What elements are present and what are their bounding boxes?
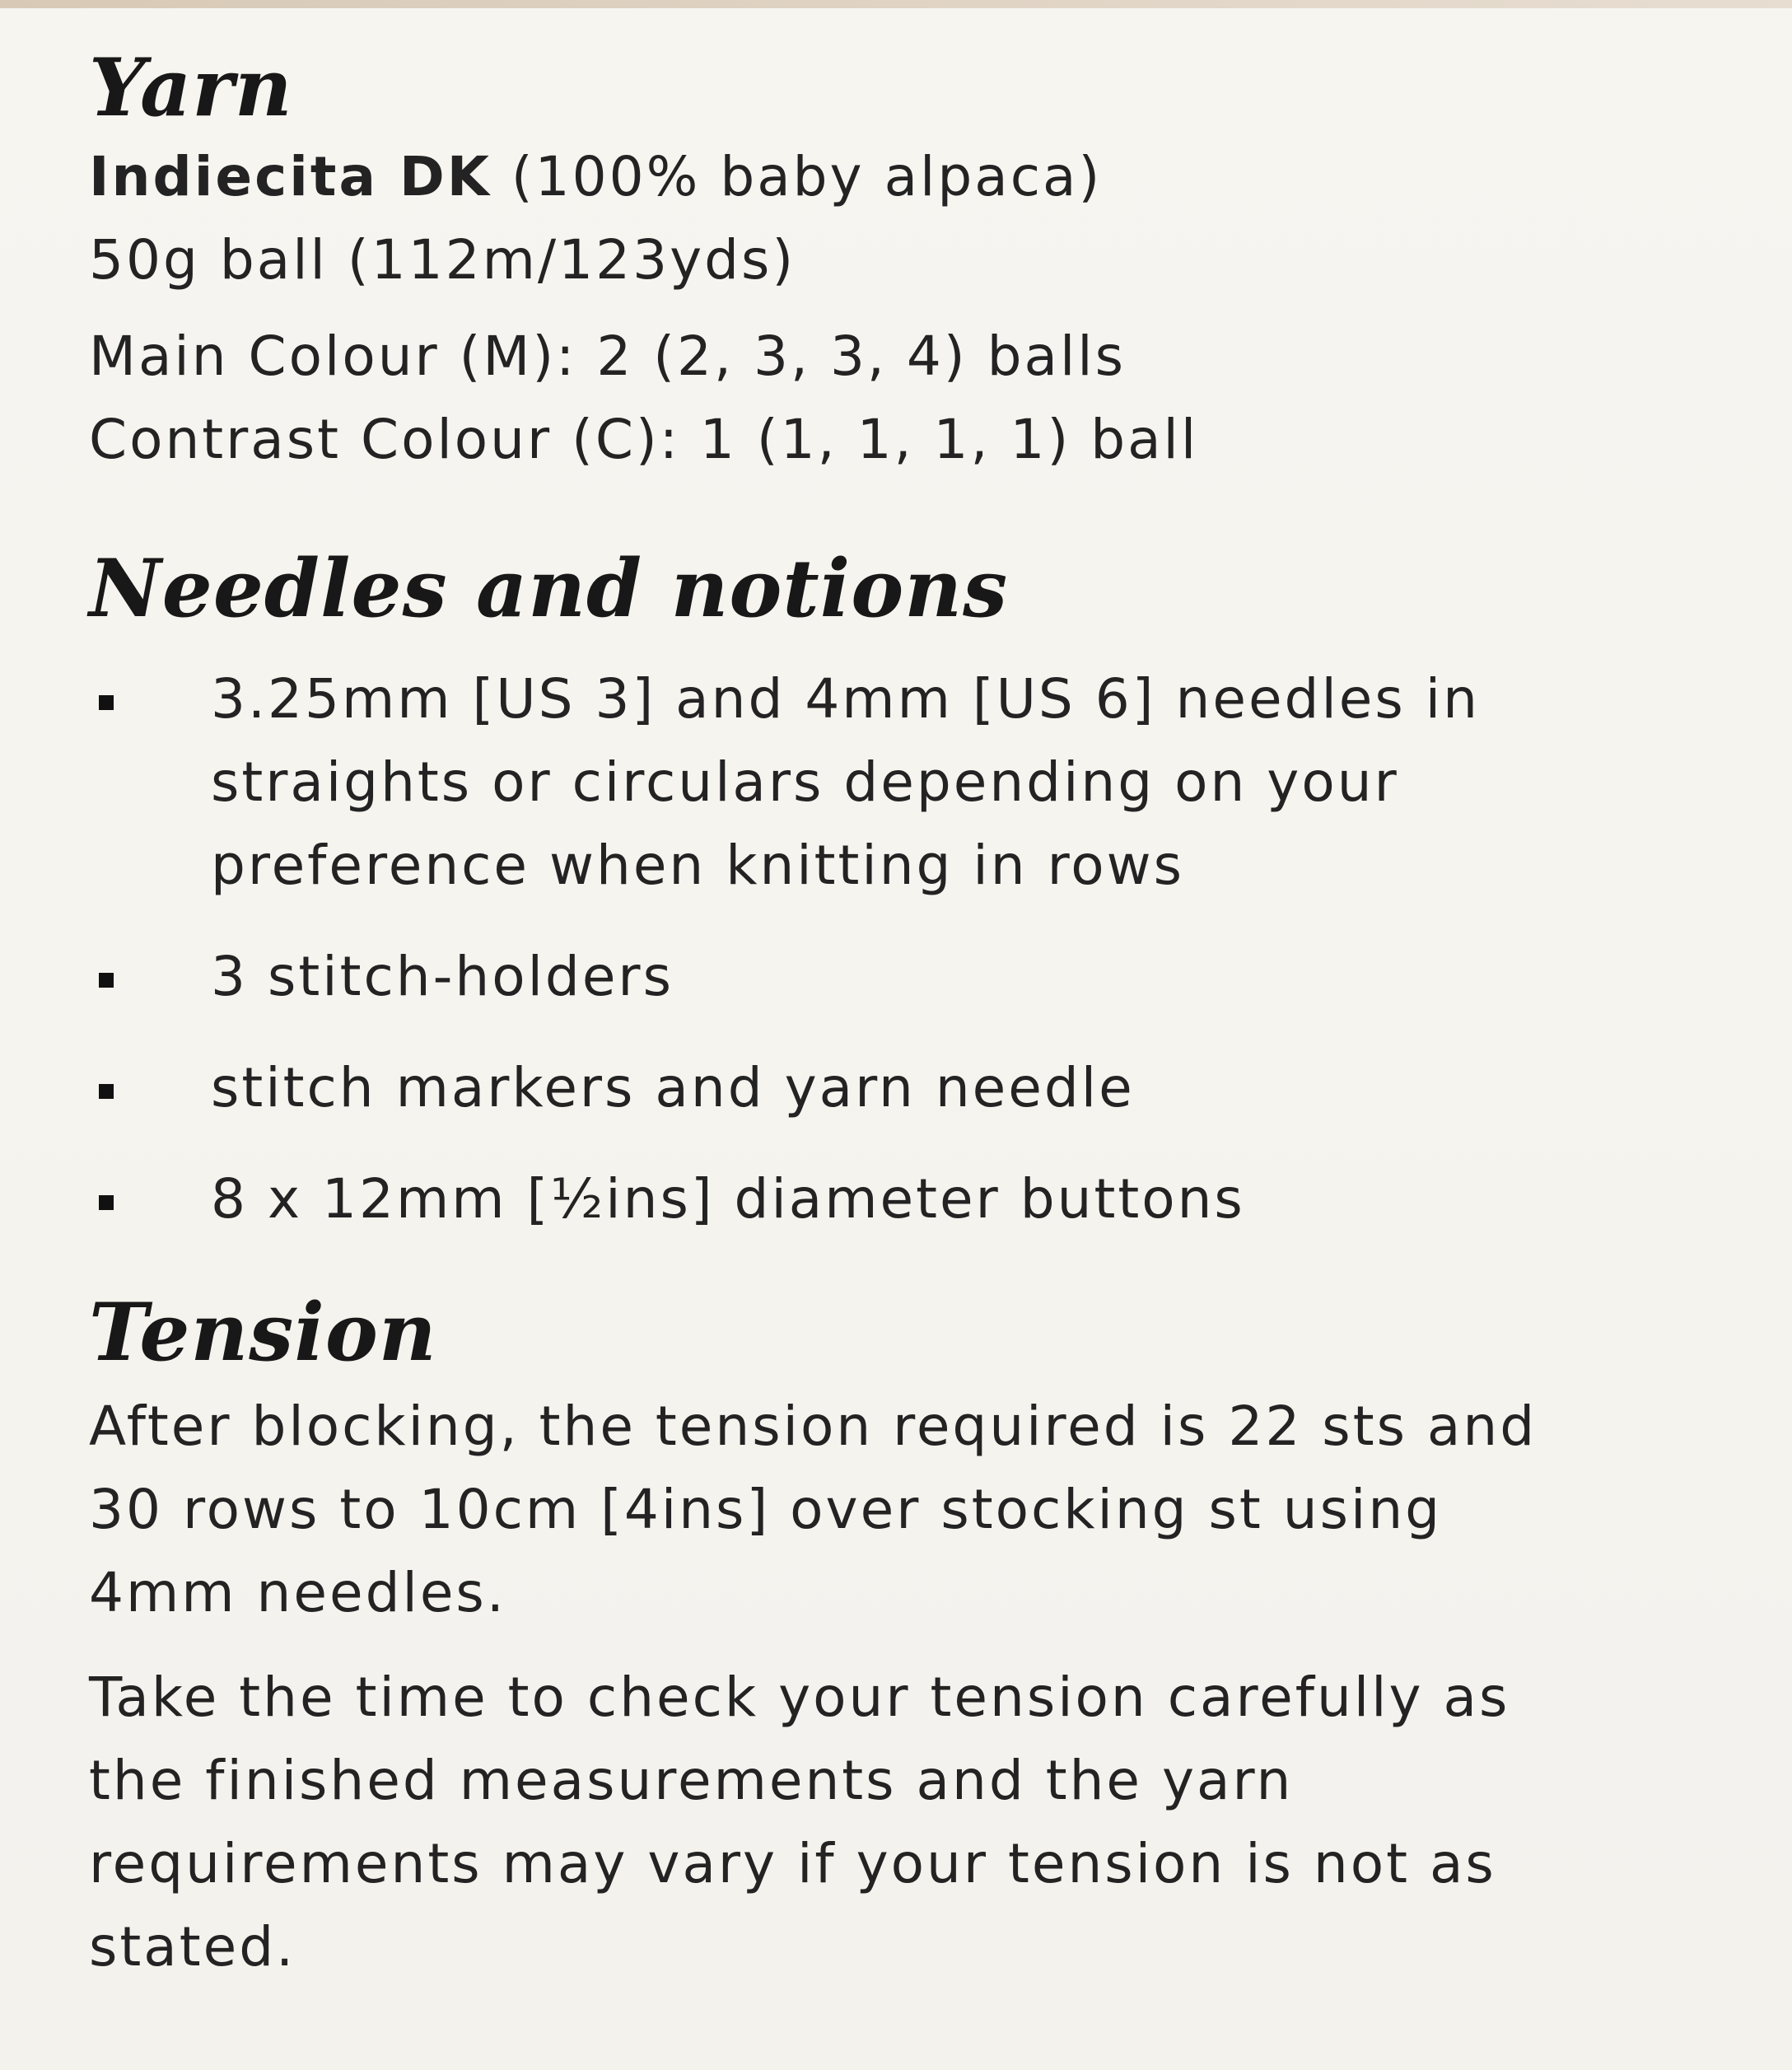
notion-text: 3 stitch-holders: [211, 944, 674, 1008]
tension-paragraph: Take the time to check your tension carefully as the finished measurements and the yarn requirements may vary if your tension is not as stated.: [89, 1665, 1510, 1979]
notion-item: [89, 1046, 1588, 1129]
notion-text: 8 x 12mm [½ins] diameter buttons: [211, 1166, 1245, 1231]
needles-notions-section: [89, 541, 1588, 1241]
tension-section: [89, 1285, 1588, 1988]
bullet-icon: [99, 1195, 114, 1210]
notion-text: 3.25mm [US 3] and 4mm [US 6] needles in straights or circulars depending on your preference when knitting in rows: [211, 666, 1480, 897]
yarn-name-line: [89, 135, 1588, 218]
yarn-details: [89, 135, 1588, 481]
yarn-heading: Yarn: [89, 41, 293, 134]
yarn-composition: (100% baby alpaca): [511, 144, 1103, 208]
yarn-name: Indiecita DK: [89, 144, 492, 208]
bullet-icon: [99, 973, 114, 988]
yarn-section: [89, 41, 1588, 481]
page-content: [89, 41, 1588, 1988]
yarn-ball-info: 50g ball (112m/123yds): [89, 227, 796, 292]
bullet-icon: [99, 1084, 114, 1099]
needles-notions-heading: Needles and notions: [89, 541, 1009, 635]
tension-paragraph: After blocking, the tension required is 22 sts and 30 rows to 10cm [4ins] over stocking st using 4mm needles.: [89, 1394, 1538, 1624]
notion-item: [89, 657, 1588, 907]
main-colour-info: Main Colour (M): 2 (2, 3, 3, 4) balls: [89, 324, 1127, 388]
notion-item: [89, 1157, 1588, 1241]
contrast-colour-info: Contrast Colour (C): 1 (1, 1, 1, 1) ball: [89, 407, 1199, 471]
tension-heading: Tension: [89, 1285, 437, 1379]
notion-item: [89, 935, 1588, 1018]
top-rule: [0, 0, 1792, 8]
notions-list: [89, 657, 1588, 1241]
bullet-icon: [99, 695, 114, 710]
yarn-spacer: [89, 301, 1588, 315]
notion-text: stitch markers and yarn needle: [211, 1055, 1135, 1119]
